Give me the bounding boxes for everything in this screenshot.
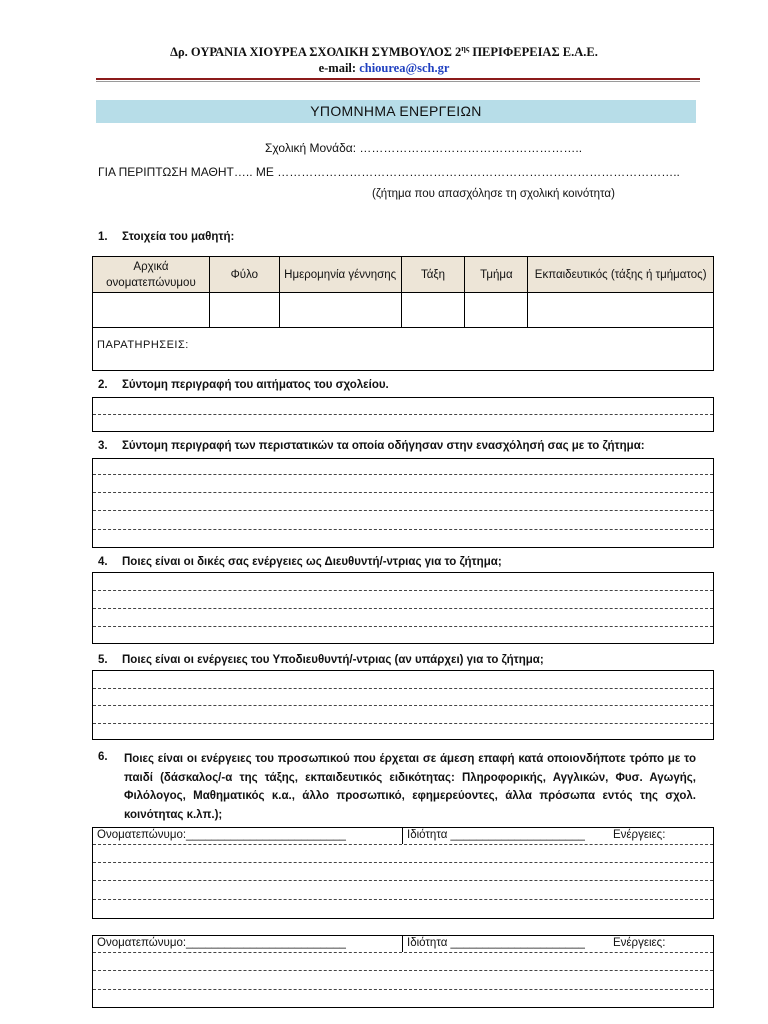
staff-actions-label: Ενέργειες: [613,937,666,949]
section-6-number: 6. [98,751,108,763]
cell-section[interactable] [465,293,528,328]
section-2-title: Σύντομη περιγραφή του αιτήματος του σχολείου. [122,379,389,391]
staff-capacity-label[interactable]: Ιδιότητα _____________________ [407,829,585,841]
email-line [0,61,768,76]
staff-entry-header [93,936,713,952]
answer-line [93,626,713,627]
answer-line [93,970,713,971]
answer-line [93,474,713,475]
cell-birthdate[interactable] [279,293,401,328]
col-grade: Τάξη [401,257,465,293]
cell-gender[interactable] [209,293,279,328]
staff-capacity-label[interactable]: Ιδιότητα _____________________ [407,937,585,949]
staff-entry-box-2[interactable] [92,935,714,1008]
email-link[interactable]: chiourea@sch.gr [359,61,450,75]
col-teacher: Εκπαιδευτικός (τάξης ή τμήματος) [528,257,714,293]
answer-line [93,952,713,953]
email-label: e-mail: [318,61,360,75]
section-6-question: Ποιες είναι οι ενέργειες του προσωπικού που έρχεται σε άμεση επαφή κατά οποιονδήποτε τρόπο με το παιδί (δάσκαλος/-α της τάξης, εκπαιδευτικός ειδικότητας: Πληροφορικής, Αγγλικών, Φυσ. Αγωγής, Φιλόλογος, Μαθηματικός κ.α., άλλο προσωπικό, εφημερεύοντες, άλλα πρόσωπα εντός της σχολ. κοινότητας κ.λπ.); [124,753,696,821]
section-1-heading [98,231,234,243]
cell-grade[interactable] [401,293,465,328]
author-region: ΠΕΡΙΦΕΡΕΙΑΣ Ε.Α.Ε. [469,45,598,60]
answer-line [93,723,713,724]
author-superscript: ης [461,44,470,53]
student-table [92,256,714,371]
staff-divider [402,936,403,952]
answer-line [93,608,713,609]
answer-line [93,899,713,900]
answer-line [93,989,713,990]
staff-entry-box-1[interactable] [92,827,714,919]
section-5-title: Ποιες είναι οι ενέργειες του Υποδιευθυντή/-ντριας (αν υπάρχει) για το ζήτημα; [122,654,544,666]
section-5-heading [98,654,544,666]
author-name: Δρ. ΟΥΡΑΝΙΑ ΧΙΟΥΡΕΑ ΣΧΟΛΙΚΗ ΣΥΜΒΟΥΛΟΣ 2 [170,45,462,60]
answer-line [93,510,713,511]
col-section: Τμήμα [465,257,528,293]
staff-actions-label: Ενέργειες: [613,829,666,841]
case-note: (ζήτημα που απασχόλησε τη σχολική κοινότητα) [372,188,615,200]
section-4-heading [98,556,502,568]
cell-initials[interactable] [93,293,210,328]
col-initials: Αρχικά ονοματεπώνυμου [93,257,210,293]
case-line-field[interactable]: ΓΙΑ ΠΕΡΙΠΤΩΣΗ ΜΑΘΗΤ….. ΜΕ ……………………………………………………………………………………….. [98,165,680,179]
remarks-row [93,328,714,371]
section-3-title: Σύντομη περιγραφή των περιστατικών τα οποία οδήγησαν στην ενασχόλησή σας με το ζήτημα: [122,440,645,452]
document-title: ΥΠΟΜΝΗΜΑ ΕΝΕΡΓΕΙΩΝ [96,100,696,123]
student-table-row [93,293,714,328]
student-table-header [93,257,714,293]
answer-line [93,492,713,493]
answer-line [93,705,713,706]
section-5-number: 5. [98,654,108,666]
header-rule-thin [96,81,700,82]
section-3-answer-box[interactable] [92,458,714,548]
staff-divider [402,828,403,844]
answer-line [93,414,713,415]
answer-line [93,880,713,881]
section-2-answer-box[interactable] [92,397,714,432]
answer-line [93,688,713,689]
section-4-number: 4. [98,556,108,568]
section-1-number: 1. [98,231,108,243]
answer-line [93,590,713,591]
section-3-heading [98,440,645,452]
col-gender: Φύλο [209,257,279,293]
remarks-label[interactable]: ΠΑΡΑΤΗΡΗΣΕΙΣ: [93,328,714,371]
section-2-number: 2. [98,379,108,391]
staff-entry-header [93,828,713,844]
author-line [0,44,768,60]
answer-line [93,844,713,845]
answer-line [93,862,713,863]
section-4-title: Ποιες είναι οι δικές σας ενέργειες ως Διευθυντή/-ντριας για το ζήτημα; [122,556,502,568]
school-unit-field[interactable]: Σχολική Μονάδα: ……………………………………………….. [265,141,583,155]
section-1-title: Στοιχεία του μαθητή: [122,231,235,243]
cell-teacher[interactable] [528,293,714,328]
col-birthdate: Ημερομηνία γέννησης [279,257,401,293]
section-5-answer-box[interactable] [92,670,714,740]
header-rule [96,78,700,80]
answer-line [93,529,713,530]
staff-name-label[interactable]: Ονοματεπώνυμο:_________________________ [97,829,346,841]
section-4-answer-box[interactable] [92,572,714,644]
section-2-heading [98,379,389,391]
section-3-number: 3. [98,440,108,452]
staff-name-label[interactable]: Ονοματεπώνυμο:_________________________ [97,937,346,949]
